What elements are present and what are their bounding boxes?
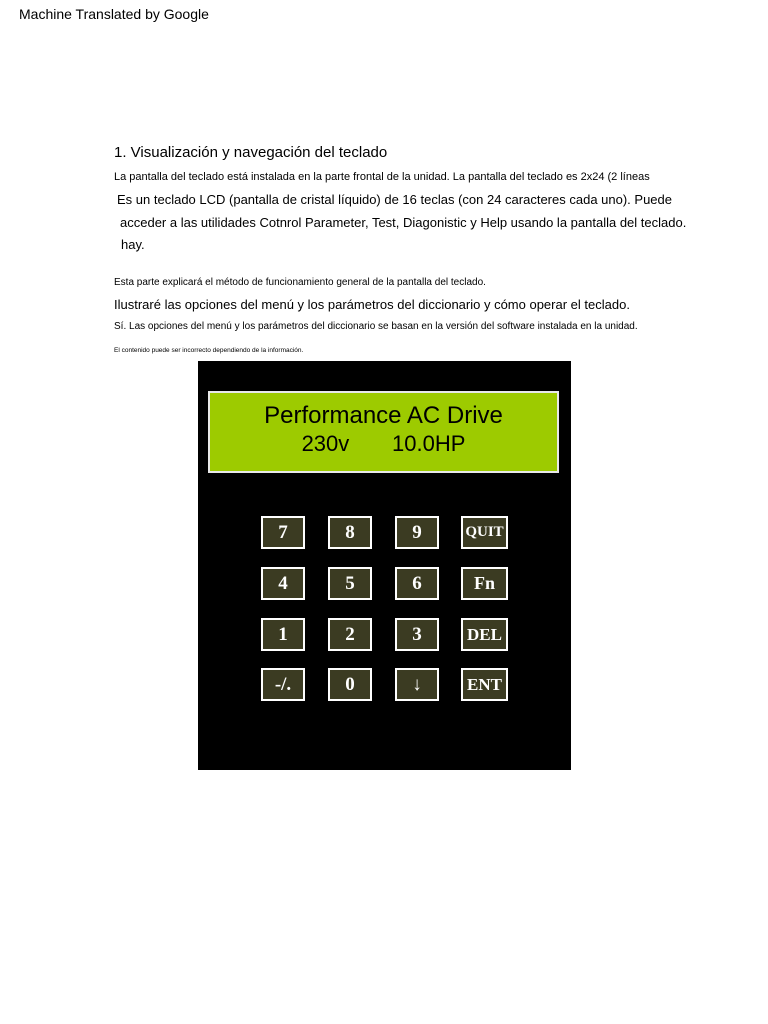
paragraph1-line2: Es un teclado LCD (pantalla de cristal líquido) de 16 teclas (con 24 caracteres cada uno). Puede bbox=[117, 192, 672, 207]
paragraph1-line3: acceder a las utilidades Cotnrol Parameter, Test, Diagonistic y Help usando la pantalla del teclado. bbox=[120, 215, 687, 230]
key-ent: ENT bbox=[461, 668, 508, 701]
paragraph2-line4: El contenido puede ser incorrecto dependiendo de la información. bbox=[114, 347, 304, 354]
key-8: 8 bbox=[328, 516, 372, 549]
key-4: 4 bbox=[261, 567, 305, 600]
key-sign-decimal: -/. bbox=[261, 668, 305, 701]
key-3: 3 bbox=[395, 618, 439, 651]
machine-translation-banner: Machine Translated by Google bbox=[19, 6, 209, 22]
key-6: 6 bbox=[395, 567, 439, 600]
key-0: 0 bbox=[328, 668, 372, 701]
lcd-line1: Performance AC Drive bbox=[264, 402, 503, 429]
key-fn: Fn bbox=[461, 567, 508, 600]
key-5: 5 bbox=[328, 567, 372, 600]
lcd-line2: 230v 10.0HP bbox=[301, 431, 466, 456]
paragraph1-line4: hay. bbox=[121, 237, 145, 252]
key-del: DEL bbox=[461, 618, 508, 651]
key-quit: QUIT bbox=[461, 516, 508, 549]
key-2: 2 bbox=[328, 618, 372, 651]
paragraph1-line1: La pantalla del teclado está instalada en la parte frontal de la unidad. La pantalla del teclado es 2x24 (2 líneas bbox=[114, 171, 650, 183]
key-down-arrow: ↓ bbox=[395, 668, 439, 701]
keypad-figure bbox=[198, 361, 571, 770]
key-7: 7 bbox=[261, 516, 305, 549]
lcd-display bbox=[208, 391, 559, 473]
key-9: 9 bbox=[395, 516, 439, 549]
paragraph2-line3: Sí. Las opciones del menú y los parámetros del diccionario se basan en la versión del software instalada en la unidad. bbox=[114, 321, 638, 332]
paragraph2-line1: Esta parte explicará el método de funcionamiento general de la pantalla del teclado. bbox=[114, 277, 486, 288]
paragraph2-line2: Ilustraré las opciones del menú y los parámetros del diccionario y cómo operar el teclado. bbox=[114, 297, 630, 312]
section-heading: 1. Visualización y navegación del teclado bbox=[114, 144, 388, 161]
key-1: 1 bbox=[261, 618, 305, 651]
